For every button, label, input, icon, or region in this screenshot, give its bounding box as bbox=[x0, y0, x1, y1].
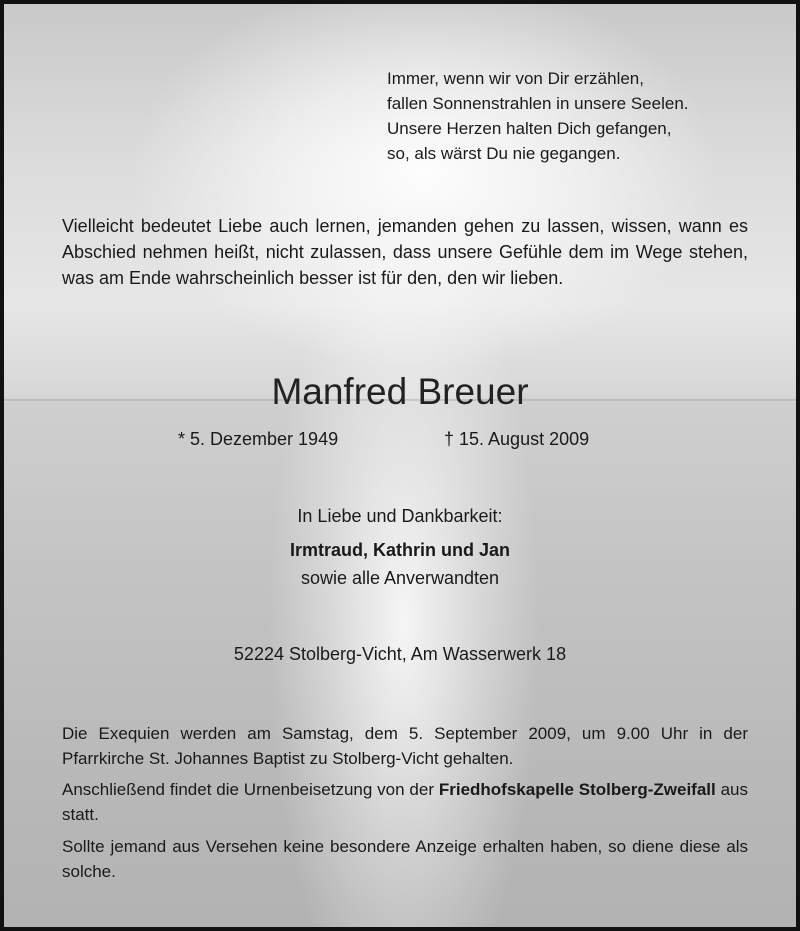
burial-text-before: Anschließend findet die Urnenbeisetzung von der bbox=[62, 780, 439, 799]
burial-text-after: aus statt. bbox=[62, 780, 749, 824]
death-date: † 15. August 2009 bbox=[444, 429, 590, 449]
prose-paragraph: Vielleicht bedeutet Liebe auch lernen, jemanden gehen zu lassen, wissen, wann es Abschied nehmen heißt, nicht zulassen, dass unsere Gefühle dem im Wege stehen, was am Ende wahrscheinlich besser ist für den, den wir lieben. bbox=[62, 216, 748, 288]
burial-place: Friedhofskapelle Stolberg-Zweifall bbox=[438, 780, 716, 799]
poem-line: fallen Sonnenstrahlen in unsere Seelen. bbox=[387, 94, 689, 113]
poem-line: so, als wärst Du nie gegangen. bbox=[387, 144, 621, 163]
service-notice: Die Exequien werden am Samstag, dem 5. September 2009, um 9.00 Uhr in der Pfarrkirche St. Johannes Baptist zu Stolberg-Vicht gehalten. bbox=[62, 724, 748, 768]
deceased-name: Manfred Breuer bbox=[271, 371, 529, 412]
address: 52224 Stolberg-Vicht, Am Wasserwerk 18 bbox=[233, 644, 567, 664]
poem bbox=[387, 66, 689, 166]
birth-date: * 5. Dezember 1949 bbox=[178, 429, 339, 449]
closing-note: Sollte jemand aus Versehen keine besondere Anzeige erhalten haben, so diene diese als solche. bbox=[62, 837, 748, 881]
poem-line: Unsere Herzen halten Dich gefangen, bbox=[387, 119, 672, 138]
mourners-relatives: sowie alle Anverwandten bbox=[300, 568, 500, 588]
burial-notice bbox=[62, 777, 748, 827]
poem-line: Immer, wenn wir von Dir erzählen, bbox=[387, 69, 644, 88]
mourners-names: Irmtraud, Kathrin und Jan bbox=[289, 540, 511, 560]
mourners-intro: In Liebe und Dankbarkeit: bbox=[297, 506, 503, 526]
